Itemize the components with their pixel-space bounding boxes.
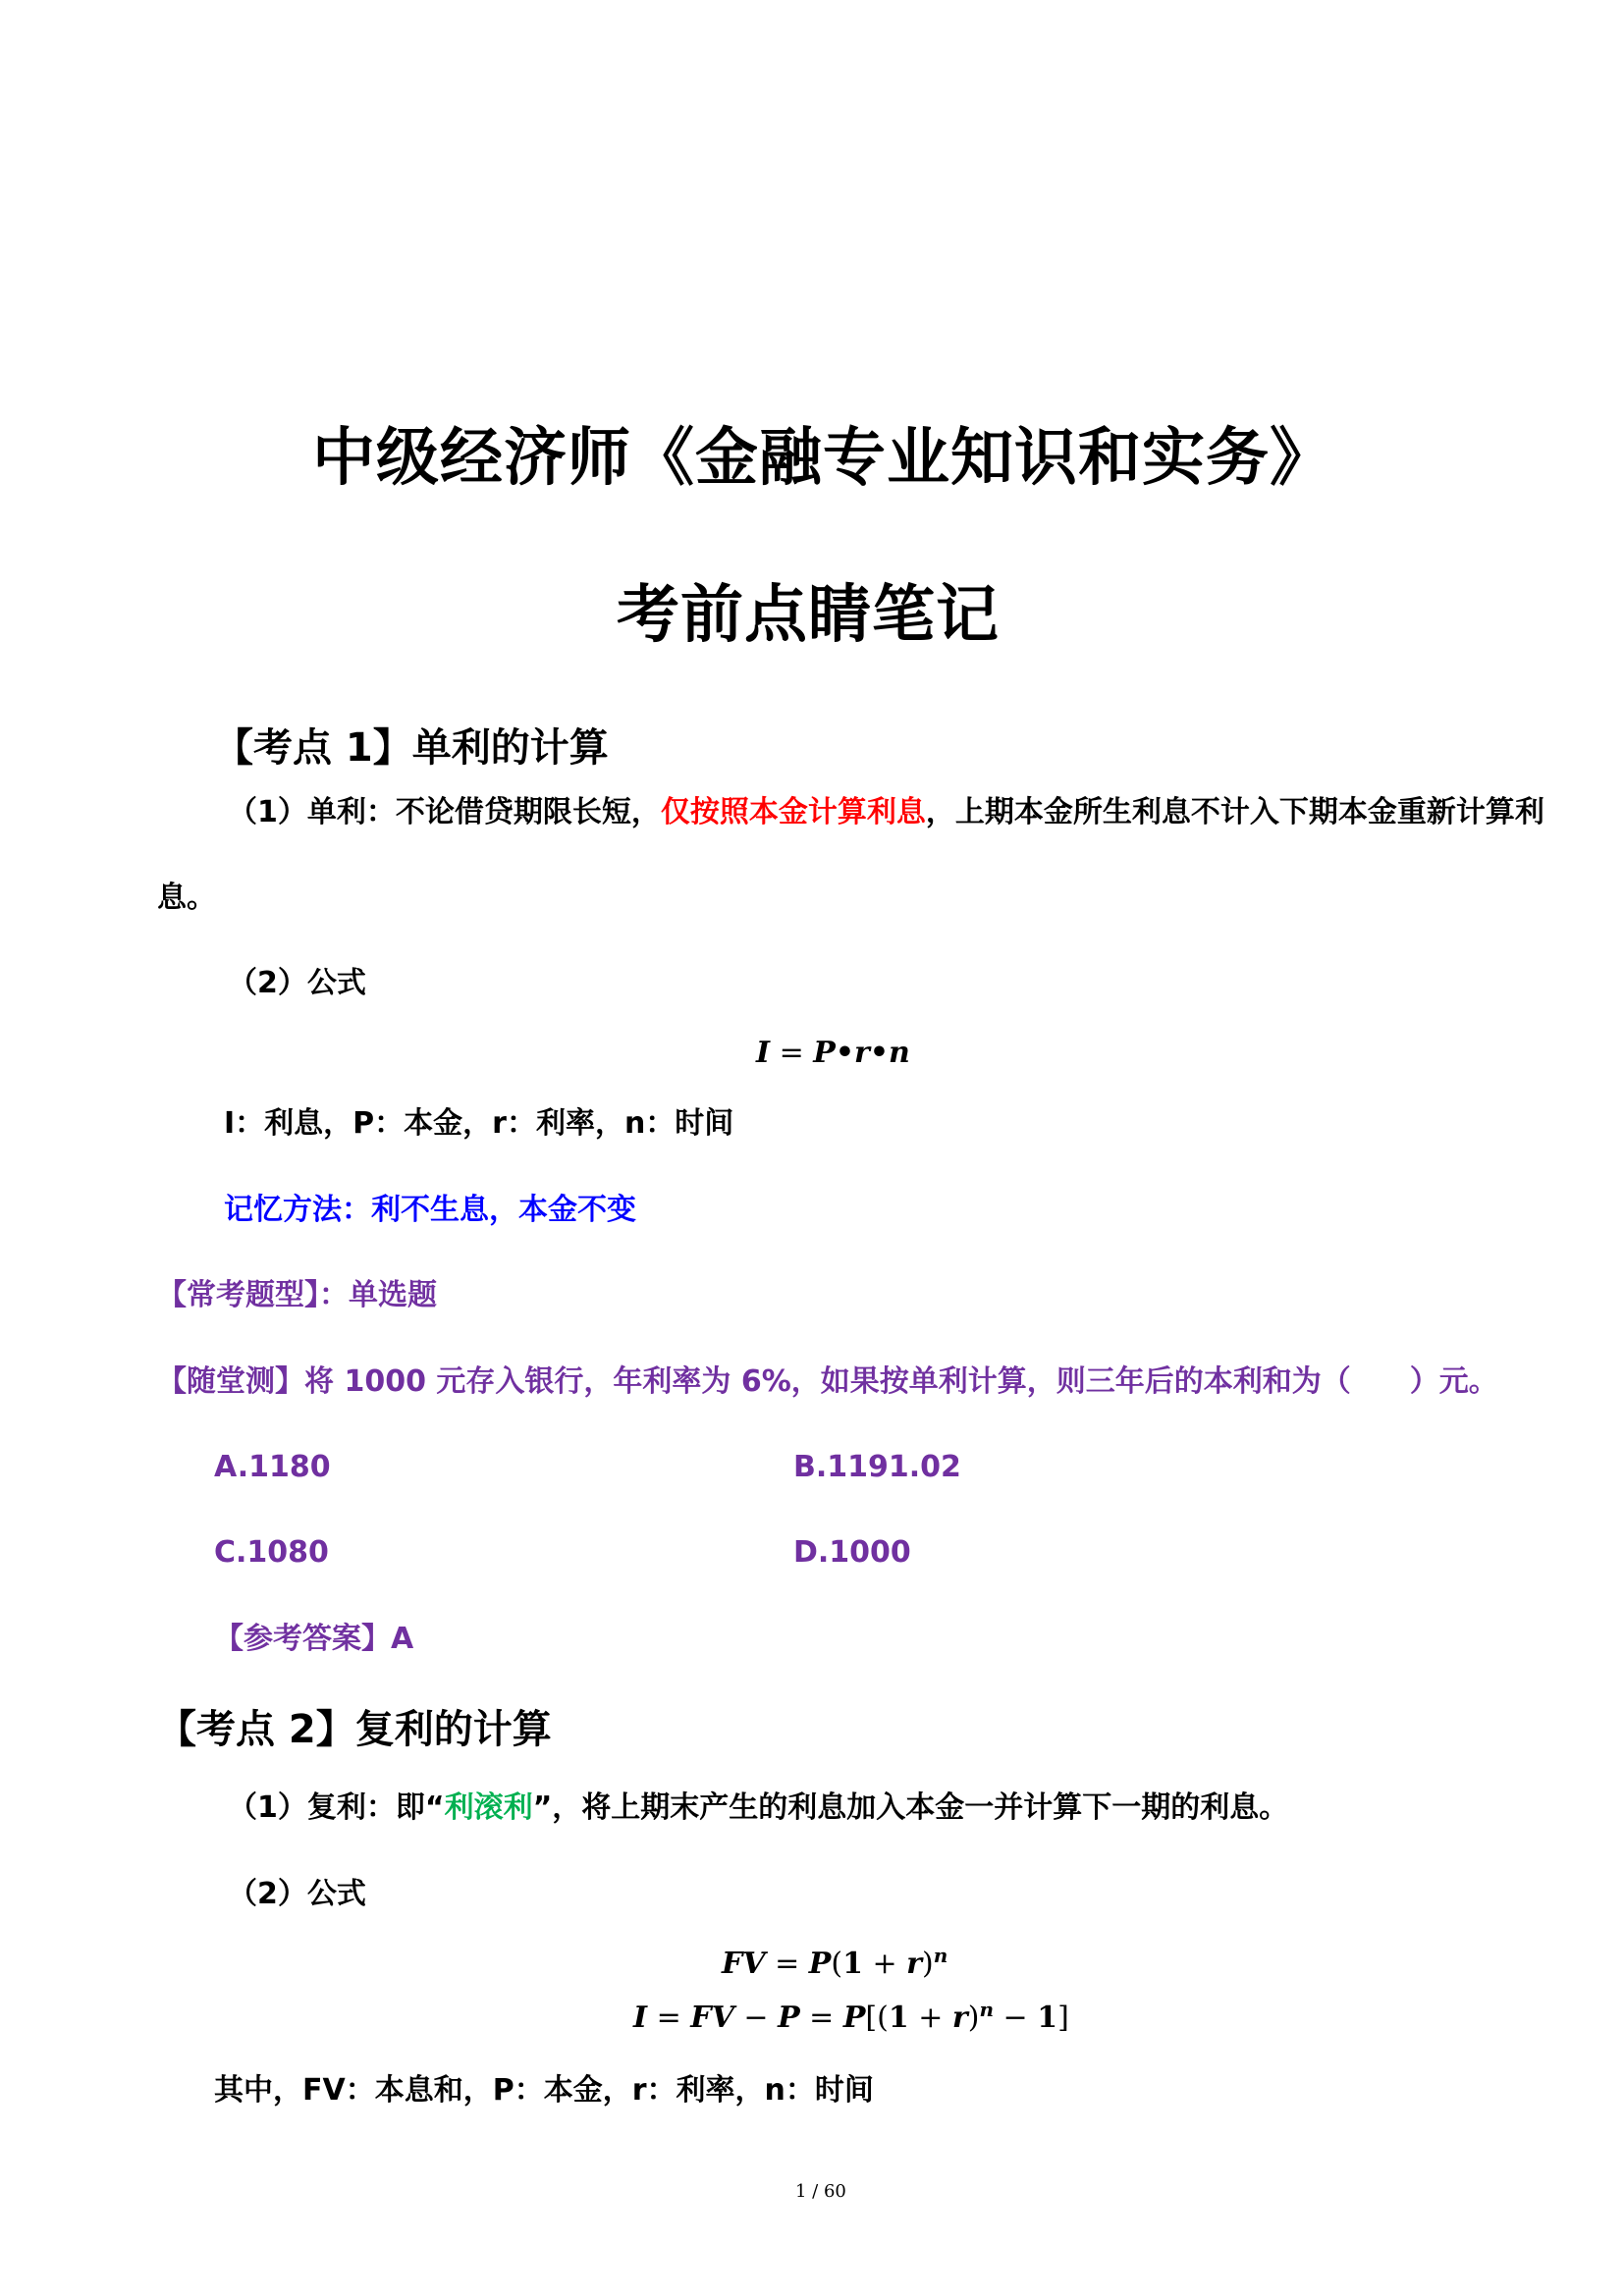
section2-formula1: FV = $P(1 + r)^n$ [722, 1944, 948, 1981]
section1-formula: I = P•r•n [756, 1036, 910, 1070]
quiz-option-d: D.1000 [793, 1535, 911, 1570]
section1-definition-wrap: 息。 [157, 881, 216, 915]
section1-def-prefix: （1）单利：不论借贷期限长短， [228, 795, 661, 829]
quiz-option-a: A.1180 [214, 1450, 331, 1484]
section1-def-highlight: 仅按照本金计算利息 [660, 795, 926, 829]
section2-def-highlight: 利滚利 [444, 1790, 533, 1825]
section1-quiz-question: 【随堂测】将 1000 元存入银行，年利率为 6%，如果按单利计算，则三年后的本利和为（ ）元。 [157, 1364, 1498, 1399]
quiz-option-c: C.1080 [214, 1535, 329, 1570]
section2-definition [228, 1789, 1288, 1828]
quiz-option-b: B.1191.02 [793, 1450, 961, 1484]
section1-heading: 【考点 1】单利的计算 [214, 725, 609, 771]
section1-answer: 【参考答案】A [214, 1622, 414, 1656]
section2-variables: 其中，FV：本息和，P：本金，r：利率，n：时间 [214, 2073, 874, 2108]
section2-def-suffix: ”，将上期末产生的利息加入本金一并计算下一期的利息。 [532, 1790, 1289, 1825]
document-title-line2: 考前点睛笔记 [617, 579, 1000, 652]
section2-formula2: I = FV − $P = P[(1 + r)^n - 1]$ [633, 1998, 1069, 2035]
section1-common-type: 【常考题型】：单选题 [157, 1278, 437, 1312]
section1-memory-tip: 记忆方法：利不生息，本金不变 [224, 1193, 636, 1227]
section1-formula-label: （2）公式 [228, 966, 366, 1000]
section2-formula-label: （2）公式 [228, 1877, 366, 1911]
document-title-line1: 中级经济师《金融专业知识和实务》 [312, 422, 1333, 495]
section2-def-prefix: （1）复利：即“ [228, 1790, 445, 1825]
section1-definition [228, 793, 1544, 832]
section1-def-suffix: ，上期本金所生利息不计入下期本金重新计算利 [925, 795, 1544, 829]
page-number: 1 / 60 [795, 2181, 846, 2202]
section2-heading: 【考点 2】复利的计算 [157, 1707, 552, 1752]
section1-variables: I：利息，P：本金，r：利率，n：时间 [224, 1106, 734, 1141]
